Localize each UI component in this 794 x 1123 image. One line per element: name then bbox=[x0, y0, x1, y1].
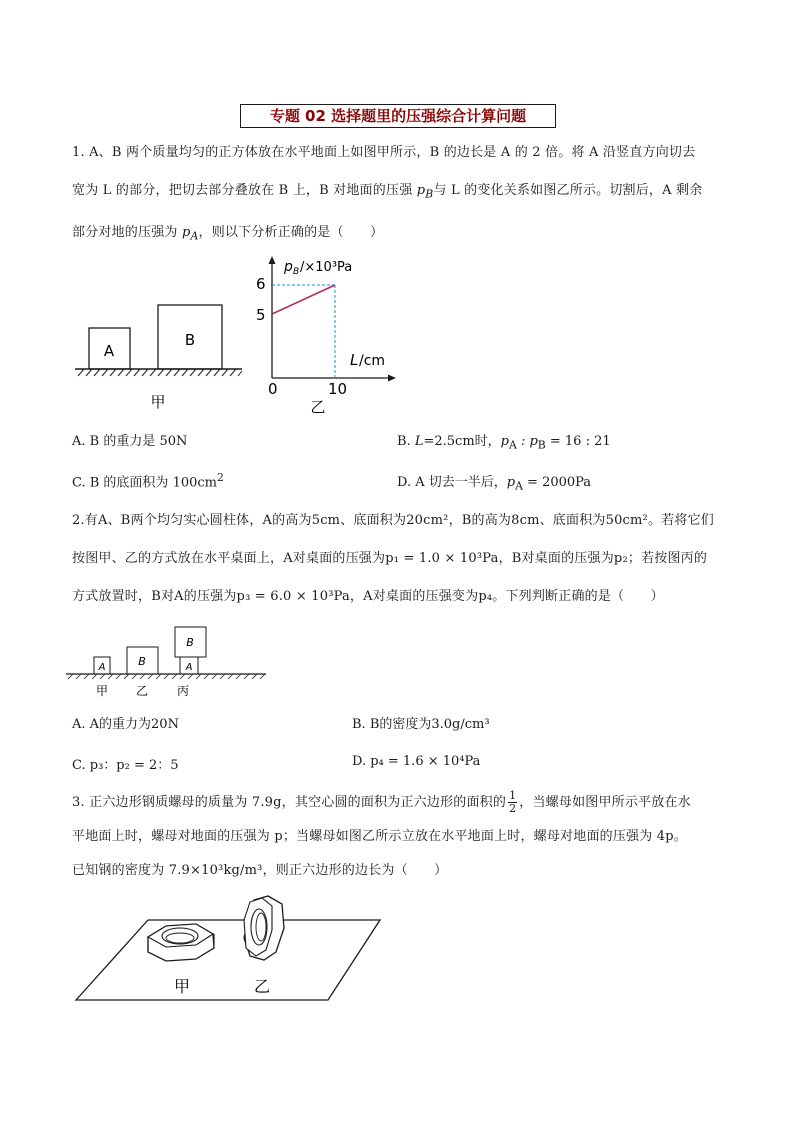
standing-hex-nut bbox=[244, 896, 284, 960]
q1-line-1: 1. A、B 两个质量均匀的正方体放在水平地面上如图甲所示，B 的边长是 A 的 2 倍。将 A 沿竖直方向切去 bbox=[72, 145, 696, 160]
question-2-text bbox=[72, 502, 722, 616]
q1-line-2: 宽为 L 的部分，把切去部分叠放在 B 上，B 对地面的压强 $p_B$与 L 的变化关系如图乙所示。切割后，A 剩余 bbox=[72, 183, 703, 201]
y-tick-5: 5 bbox=[256, 306, 266, 324]
flat-hex-nut bbox=[148, 924, 214, 961]
q2-option-d: D. p₄ = 1.6 × 10⁴Pa bbox=[352, 754, 481, 769]
q1-figure-yi-graph bbox=[250, 250, 400, 420]
q1-line-3: 部分对地的压强为 $p_A$，则以下分析正确的是（ ） bbox=[72, 224, 384, 243]
block-a-label: A bbox=[103, 342, 115, 360]
q2-bing-b-label: B bbox=[186, 636, 194, 649]
fig-yi-caption: 乙 bbox=[310, 398, 326, 416]
q3-line-1: 3. 正六边形钢质螺母的质量为 7.9g，其空心圆的面积为正六边形的面积的 $\frac{1}{2}$ ，当螺母如图甲所示平放在水 bbox=[72, 789, 691, 815]
q1-option-c: C. B 的底面积为 $100cm^2$ bbox=[72, 471, 224, 491]
q2-caption-jia: 甲 bbox=[95, 684, 109, 698]
q2-caption-yi: 乙 bbox=[135, 684, 149, 698]
q1-option-d: D. A 切去一半后，$p_A = 2000Pa$ bbox=[397, 475, 592, 493]
q3-line-3: 已知钢的密度为 7.9×10³kg/m³，则正六边形的边长为（ ） bbox=[72, 863, 448, 878]
q2-jia-a-label: A bbox=[98, 662, 106, 673]
x-axis-arrow-icon bbox=[388, 375, 396, 382]
q3-line-2: 平地面上时，螺母对地面的压强为 p；当螺母如图乙所示立放在水平地面上时，螺母对地面的压强为 4p。 bbox=[72, 829, 687, 844]
q2-figure bbox=[60, 622, 270, 700]
q1-option-a: A. B 的重力是 50N bbox=[72, 434, 188, 449]
question-3-text bbox=[72, 786, 722, 888]
y-axis-unit: /×10³Pa bbox=[300, 260, 353, 275]
y-tick-6: 6 bbox=[256, 275, 266, 293]
q2-line-1: 2.有A、B两个均匀实心圆柱体，A的高为5cm、底面积为20cm²，B的高为8cm、底面积为50cm²。若将它们 bbox=[72, 513, 714, 528]
question-1-text bbox=[72, 134, 722, 255]
q2-yi-b-label: B bbox=[138, 655, 146, 668]
q2-line-3: 方式放置时，B对A的压强为p₃ = 6.0 × 10³Pa，A对桌面的压强变为p₄。下列判断正确的是（ ） bbox=[72, 589, 664, 604]
q2-option-b: B. B的密度为3.0g/cm³ bbox=[352, 717, 490, 732]
x-axis-label: L bbox=[350, 351, 359, 369]
fig-jia-caption: 甲 bbox=[150, 393, 166, 411]
q2-ground-hatch bbox=[68, 674, 265, 679]
q3-figure bbox=[68, 890, 388, 1005]
page-title: 专题 02 选择题里的压强综合计算问题 bbox=[240, 104, 556, 128]
q3-fraction: $\frac{1}{2}$ bbox=[509, 789, 517, 815]
x-tick-10: 10 bbox=[328, 380, 348, 398]
origin-label: 0 bbox=[268, 380, 278, 398]
ground-hatch bbox=[78, 369, 242, 376]
q2-option-c: C. p₃：p₂ = 2：5 bbox=[72, 758, 179, 773]
q2-option-a: A. A的重力为20N bbox=[72, 717, 179, 732]
x-axis-unit: /cm bbox=[359, 353, 386, 369]
y-axis-label: p bbox=[284, 259, 293, 275]
q3-caption-jia: 甲 bbox=[173, 977, 191, 996]
pressure-line bbox=[272, 285, 335, 314]
q3-caption-yi: 乙 bbox=[253, 977, 271, 996]
q2-caption-bing: 丙 bbox=[176, 684, 190, 698]
block-b-label: B bbox=[184, 331, 196, 349]
y-axis-arrow-icon bbox=[269, 256, 276, 264]
q1-option-b: B. L=2.5cm时，$p_A$ : $p_B = 16$ : 21 bbox=[397, 434, 611, 452]
q3-ground-plane bbox=[76, 920, 380, 1000]
y-axis-label-sub: B bbox=[293, 267, 300, 277]
q1-figure-jia bbox=[70, 290, 250, 420]
q2-bing-a-label: A bbox=[185, 662, 193, 673]
q2-line-2: 按图甲、乙的方式放在水平桌面上，A对桌面的压强为p₁ = 1.0 × 10³Pa，B对桌面的压强为p₂；若按图丙的 bbox=[72, 551, 708, 566]
